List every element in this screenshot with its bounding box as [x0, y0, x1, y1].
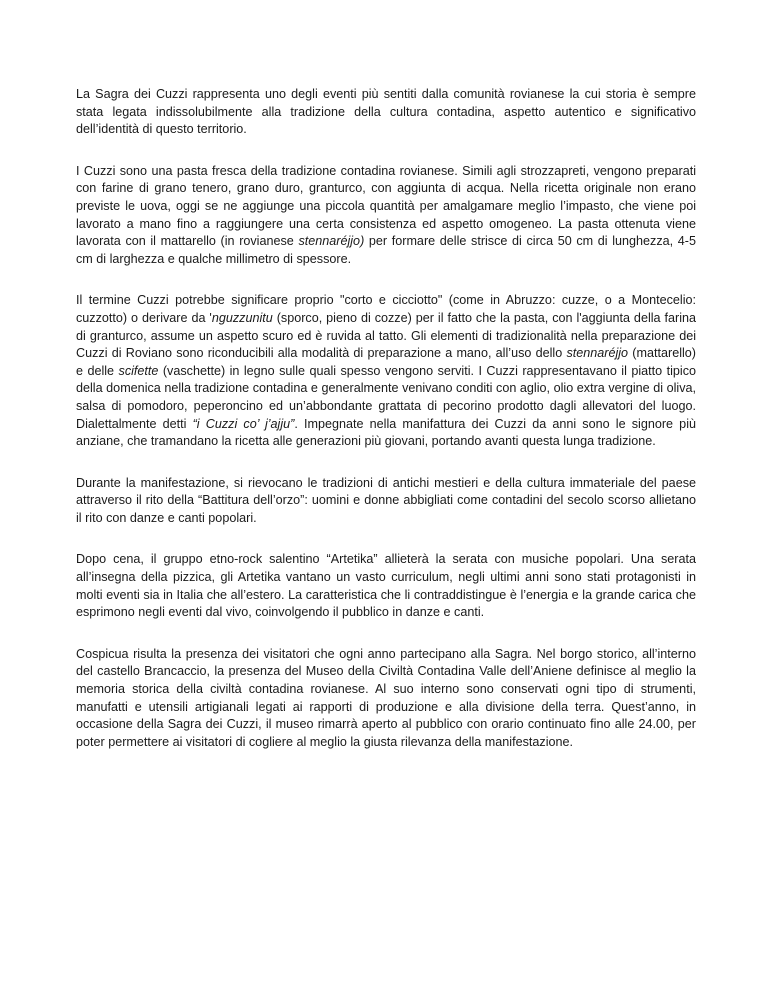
- italic-term: stennaréjjo): [298, 234, 365, 249]
- paragraph-text: Il termine Cuzzi potrebbe significare proprio "corto e cicciotto" (come in Abruzzo: cuzze, o a Montecelio: cuzzotto) o derivare da ': [76, 293, 696, 325]
- italic-term: stennaréjjo: [566, 346, 629, 361]
- italic-term: “i Cuzzi co’ j’ajju”: [192, 416, 295, 431]
- paragraph-rituals: [76, 475, 696, 528]
- paragraph-museum: [76, 646, 696, 752]
- paragraph-text: Cospicua risulta la presenza dei visitatori che ogni anno partecipano alla Sagra. Nel borgo storico, all’interno del castello Brancaccio, la presenza del Museo della Civiltà Contadina Valle dell’Aniene definisce al meglio la memoria storica della civiltà contadina rovianese. Al suo interno sono conservati ogni tipo di strumenti, manufatti e utensili artigianali legati ai rapporti di produzione e alla divisione della terra. Quest’anno, in occasione della Sagra dei Cuzzi, il museo rimarrà aperto al pubblico con orario continuato fino alle 24.00, per poter permettere ai visitatori di cogliere al meglio la giusta rilevanza della manifestazione.: [76, 646, 696, 749]
- paragraph-text: per formare delle strisce di circa 50 cm di lunghezza, 4-5 cm di larghezza e qualche millimetro di spessore.: [76, 234, 696, 266]
- paragraph-cuzzi-description: [76, 163, 696, 269]
- paragraph-text: (sporco, pieno di cozze) per il fatto che la pasta, con l'aggiunta della farina di granturco, assume un aspetto scuro ed è ruvida al tatto. Gli elementi di tradizionalità nella preparazione dei Cuzzi di Roviano sono riconducibili alla modalità di preparazione a mano, all’uso dello: [76, 310, 697, 361]
- paragraph-text: La Sagra dei Cuzzi rappresenta uno degli eventi più sentiti dalla comunità rovianese la cui storia è sempre stata legata indissolubilmente alla tradizione della cultura contadina, aspetto autentico e significativo dell’identità di questo territorio.: [76, 87, 696, 137]
- paragraph-text: . Impegnate nella manifattura dei Cuzzi da anni sono le signore più anziane, che tramandano la ricetta alle generazioni più giovani, portando avanti questa lunga tradizione.: [76, 416, 696, 449]
- paragraph-text: I Cuzzi sono una pasta fresca della tradizione contadina rovianese. Simili agli strozzapreti, vengono preparati con farine di grano tenero, grano duro, granturco, con aggiunta di acqua. Nella ricetta originale non erano previste le uova, oggi se ne aggiunge una piccola quantità per amalgamare meglio l’impasto, che viene poi lavorato a mano fino a raggiungere una certa consistenza ed aspetto omogeneo. La pasta ottenuta viene lavorata con il mattarello (in rovianese: [76, 163, 696, 249]
- paragraph-etymology: [76, 292, 696, 450]
- paragraph-music: [76, 551, 696, 621]
- paragraph-text: (vaschette) in legno sulle quali spesso vengono serviti. I Cuzzi rappresentavano il piatto tipico della domenica nella tradizione contadina e generalmente venivano conditi con aglio, olio extra vergine di oliva, salsa di pomodoro, peperoncino ed un’abbondante grattata di pecorino prodotto dagli allevatori del luogo. Dialettalmente detti: [76, 363, 696, 431]
- paragraph-text: Dopo cena, il gruppo etno-rock salentino “Artetika” allieterà la serata con musiche popolari. Una serata all’insegna della pizzica, gli Artetika vantano un vasto curriculum, negli ultimi anni sono stati protagonisti in molti eventi sia in Italia che all’estero. La caratteristica che li contraddistingue è l’energia e la grande carica che esprimono negli eventi dal vivo, coinvolgendo il pubblico in danze e canti.: [76, 552, 696, 620]
- paragraph-text: Durante la manifestazione, si rievocano le tradizioni di antichi mestieri e della cultura immateriale del paese attraverso il rito della “Battitura dell’orzo”: uomini e donne abbigliati come contadini del secolo scorso allietano il rito con danze e canti popolari.: [76, 475, 696, 525]
- italic-term: scifette: [118, 363, 159, 378]
- paragraph-intro: [76, 86, 696, 139]
- paragraph-text: (mattarello) e delle: [76, 346, 696, 378]
- document-page: [76, 86, 696, 775]
- italic-term: nguzzunitu: [211, 310, 273, 325]
